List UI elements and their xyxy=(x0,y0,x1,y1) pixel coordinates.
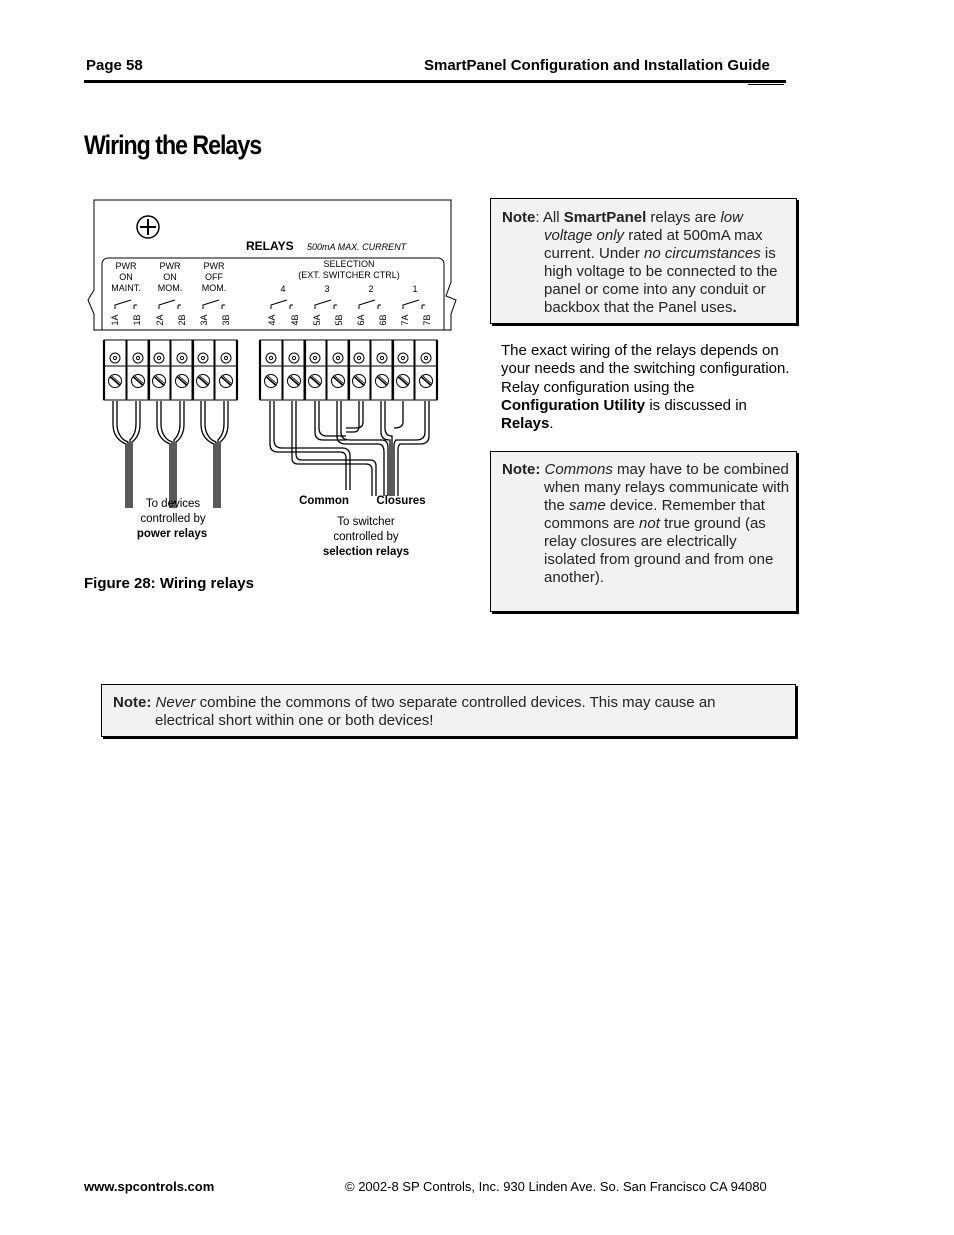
note-emphasis: Commons xyxy=(544,461,613,478)
terminal-5A xyxy=(304,340,326,400)
relay-wiring-figure xyxy=(84,196,464,566)
note-emphasis: low voltage only xyxy=(544,209,743,244)
header-rule xyxy=(84,80,786,83)
terminal-7B xyxy=(415,340,437,400)
terminal-label-2B: 2B xyxy=(177,314,187,326)
selection-number-2: 2 xyxy=(368,284,374,294)
paragraph-emphasis: Relays xyxy=(501,415,550,433)
selection-number-3: 3 xyxy=(324,284,330,294)
note-text: device. Remember that commons are xyxy=(544,497,765,532)
terminal-label-2A: 2A xyxy=(155,314,165,326)
paragraph-emphasis: Configuration Utility xyxy=(501,396,646,414)
terminal-4B xyxy=(283,340,305,400)
paragraph-text: is discussed in xyxy=(645,396,747,414)
note-box-voltage xyxy=(490,198,797,324)
terminal-label-7A: 7A xyxy=(400,314,410,326)
note-text: may have to be combined when many relays communicate with the xyxy=(544,461,790,514)
switcher-label-2: controlled by xyxy=(333,531,399,543)
relay1-label-2: ON xyxy=(119,272,133,282)
terminal-label-1B: 1B xyxy=(132,314,142,326)
footer-copyright: © 2002-8 SP Controls, Inc. 930 Linden Ave. So. San Francisco CA 94080 xyxy=(345,1179,767,1194)
figure-caption: Figure 28: Wiring relays xyxy=(84,575,254,592)
terminal-3B xyxy=(215,340,237,400)
note-box-never-combine xyxy=(101,684,796,737)
terminal-label-3B: 3B xyxy=(221,314,231,326)
note-text: true ground (as relay closures are electrically isolated from ground and from one another). xyxy=(544,515,774,586)
terminal-1B xyxy=(127,340,149,400)
note-never-text xyxy=(113,694,773,730)
panel-outline xyxy=(88,200,456,330)
terminal-5B xyxy=(327,340,349,400)
note-voltage-text xyxy=(502,209,790,317)
relay3-label-3: MOM. xyxy=(201,283,227,293)
relay2-label-2: ON xyxy=(163,272,177,282)
switcher-label-1: To switcher xyxy=(337,516,395,528)
footer-website: www.spcontrols.com xyxy=(84,1179,215,1194)
selection-label-2: (EXT. SWITCHER CTRL) xyxy=(298,270,400,280)
terminal-label-3A: 3A xyxy=(199,314,209,326)
terminal-label-4A: 4A xyxy=(267,314,277,326)
relay-wiring-diagram xyxy=(84,196,464,566)
relay2-label-1: PWR xyxy=(159,261,181,271)
terminal-label-6A: 6A xyxy=(356,314,366,326)
terminal-6B xyxy=(371,340,393,400)
header-rule-accent xyxy=(748,84,784,85)
terminal-label-5A: 5A xyxy=(312,314,322,326)
ground-screw-icon xyxy=(137,216,159,238)
note-text: combine the commons of two separate controlled devices. This may cause an electrical short within one or both devices! xyxy=(155,694,716,729)
note-emphasis: not xyxy=(639,515,660,532)
wires xyxy=(113,401,429,508)
note-text: relays are xyxy=(646,209,721,226)
note-text: is high voltage to be connected to the panel or come into any conduit or backbox that the Panel uses xyxy=(544,245,778,316)
terminal-label-5B: 5B xyxy=(334,314,344,326)
relay3-label-2: OFF xyxy=(205,272,223,282)
note-emphasis: Never xyxy=(155,694,196,711)
terminal-label-7B: 7B xyxy=(422,314,432,326)
devices-label-2: controlled by xyxy=(140,513,206,525)
relay3-label-1: PWR xyxy=(203,261,225,271)
note-commons-text xyxy=(502,461,790,587)
terminal-label-4B: 4B xyxy=(290,314,300,326)
devices-label-3: power relays xyxy=(136,528,208,540)
paragraph-text: . xyxy=(549,415,554,433)
section-heading: Wiring the Relays xyxy=(84,130,262,160)
terminal-2B xyxy=(171,340,193,400)
note-emphasis: no circumstances xyxy=(644,245,761,262)
selection-number-1: 1 xyxy=(412,284,418,294)
panel-subtitle: 500mA MAX. CURRENT xyxy=(307,242,407,252)
note-emphasis: SmartPanel xyxy=(563,209,647,226)
selection-number-4: 4 xyxy=(280,284,286,294)
terminal-1A xyxy=(104,340,126,400)
relay1-label-3: MAINT. xyxy=(111,283,141,293)
terminal-blocks xyxy=(104,340,437,400)
body-paragraph xyxy=(501,342,793,433)
terminal-2A xyxy=(148,340,170,400)
note-emphasis: same xyxy=(569,497,606,514)
relay1-label-1: PWR xyxy=(115,261,137,271)
note-emphasis: . xyxy=(732,299,737,316)
devices-label-1: To devices xyxy=(145,498,201,510)
note-text: : All xyxy=(535,209,564,226)
terminal-7A xyxy=(392,340,414,400)
switcher-label-3: selection relays xyxy=(322,546,410,558)
selection-label-1: SELECTION xyxy=(323,259,375,269)
note-box-commons xyxy=(490,451,797,612)
terminal-3A xyxy=(192,340,214,400)
page-number: Page 58 xyxy=(86,57,143,74)
terminal-6A xyxy=(348,340,370,400)
note-text: rated at 500mA max current. Under xyxy=(544,227,763,262)
note-label: Note: xyxy=(502,461,541,478)
relay2-label-3: MOM. xyxy=(157,283,183,293)
note-label: Note: xyxy=(113,694,152,711)
terminal-label-6B: 6B xyxy=(378,314,388,326)
document-title: SmartPanel Configuration and Installation Guide xyxy=(424,57,770,74)
terminal-4A xyxy=(260,340,282,400)
common-label: Common xyxy=(299,495,349,507)
paragraph-text: The exact wiring of the relays depends on your needs and the switching configuration. Relay configuration using the xyxy=(501,342,790,396)
panel-title: RELAYS xyxy=(246,239,294,253)
terminal-label-1A: 1A xyxy=(110,314,120,326)
closures-label: Closures xyxy=(376,495,426,507)
note-label: Note xyxy=(502,209,536,226)
